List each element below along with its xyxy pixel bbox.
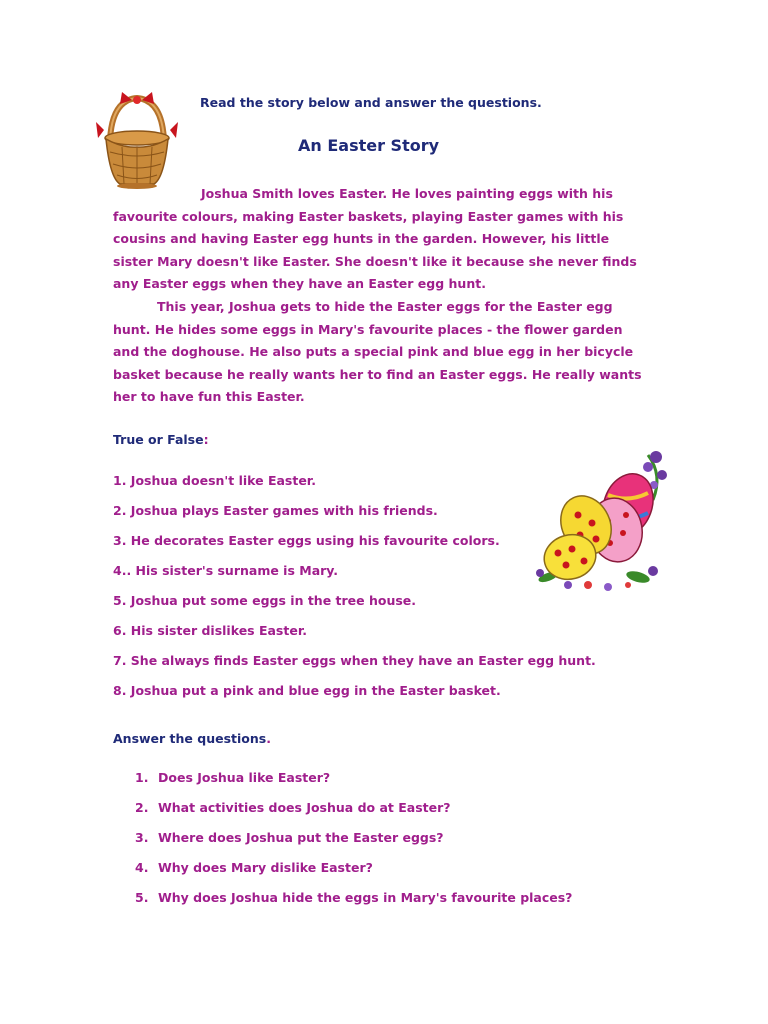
story-paragraph-1: Joshua Smith loves Easter. He loves painting eggs with his favourite colours, making Easter baskets, playing Easter games with his cousins and having Easter egg hunts in the garden. However, his little sister Mary doesn't like Easter. She doesn't like it because she never finds any Easter eggs when they have an Easter egg hunt. (113, 186, 637, 292)
true-false-heading-label: True or False (113, 432, 204, 447)
list-item: 8. Joshua put a pink and blue egg in the Easter basket. (113, 683, 501, 698)
list-item (135, 800, 572, 830)
true-false-heading (113, 432, 209, 447)
question-text: Where does Joshua put the Easter eggs? (158, 830, 444, 845)
list-item: 7. She always finds Easter eggs when they have an Easter egg hunt. (113, 653, 596, 668)
answer-questions-heading-suffix: . (266, 731, 271, 746)
question-text: Does Joshua like Easter? (158, 770, 331, 785)
list-item (135, 860, 572, 890)
list-item: 5. Joshua put some eggs in the tree house. (113, 593, 417, 608)
answer-questions-heading (113, 731, 271, 746)
list-item: 6. His sister dislikes Easter. (113, 623, 307, 638)
list-item: 2. Joshua plays Easter games with his friends. (113, 503, 438, 518)
list-item (135, 890, 572, 920)
list-item: 4.. His sister's surname is Mary. (113, 563, 339, 578)
story-text (113, 183, 643, 409)
question-number: 2. (135, 800, 149, 815)
easter-basket-icon (92, 92, 182, 192)
question-number: 3. (135, 830, 149, 845)
question-number: 4. (135, 860, 149, 875)
question-text: Why does Mary dislike Easter? (158, 860, 373, 875)
instructions: Read the story below and answer the questions. (200, 95, 542, 110)
question-number: 1. (135, 770, 149, 785)
answer-questions-list (135, 770, 572, 920)
true-false-heading-suffix: : (203, 432, 209, 447)
list-item (135, 830, 572, 860)
question-text: What activities does Joshua do at Easter? (158, 800, 451, 815)
list-item: 3. He decorates Easter eggs using his favourite colors. (113, 533, 500, 548)
question-text: Why does Joshua hide the eggs in Mary's favourite places? (158, 890, 573, 905)
true-false-list (113, 473, 596, 713)
easter-eggs-icon (528, 445, 678, 595)
story-paragraph-2: This year, Joshua gets to hide the Easter eggs for the Easter egg hunt. He hides some eggs in Mary's favourite places - the flower garden and the doghouse. He also puts a special pink and blue egg in her bicycle basket because he really wants her to find an Easter eggs. He really wants her to have fun this Easter. (113, 298, 642, 405)
question-number: 5. (135, 890, 149, 905)
page-title: An Easter Story (298, 136, 440, 155)
list-item: 1. Joshua doesn't like Easter. (113, 473, 316, 488)
list-item (135, 770, 572, 800)
answer-questions-heading-label: Answer the questions (113, 731, 267, 746)
